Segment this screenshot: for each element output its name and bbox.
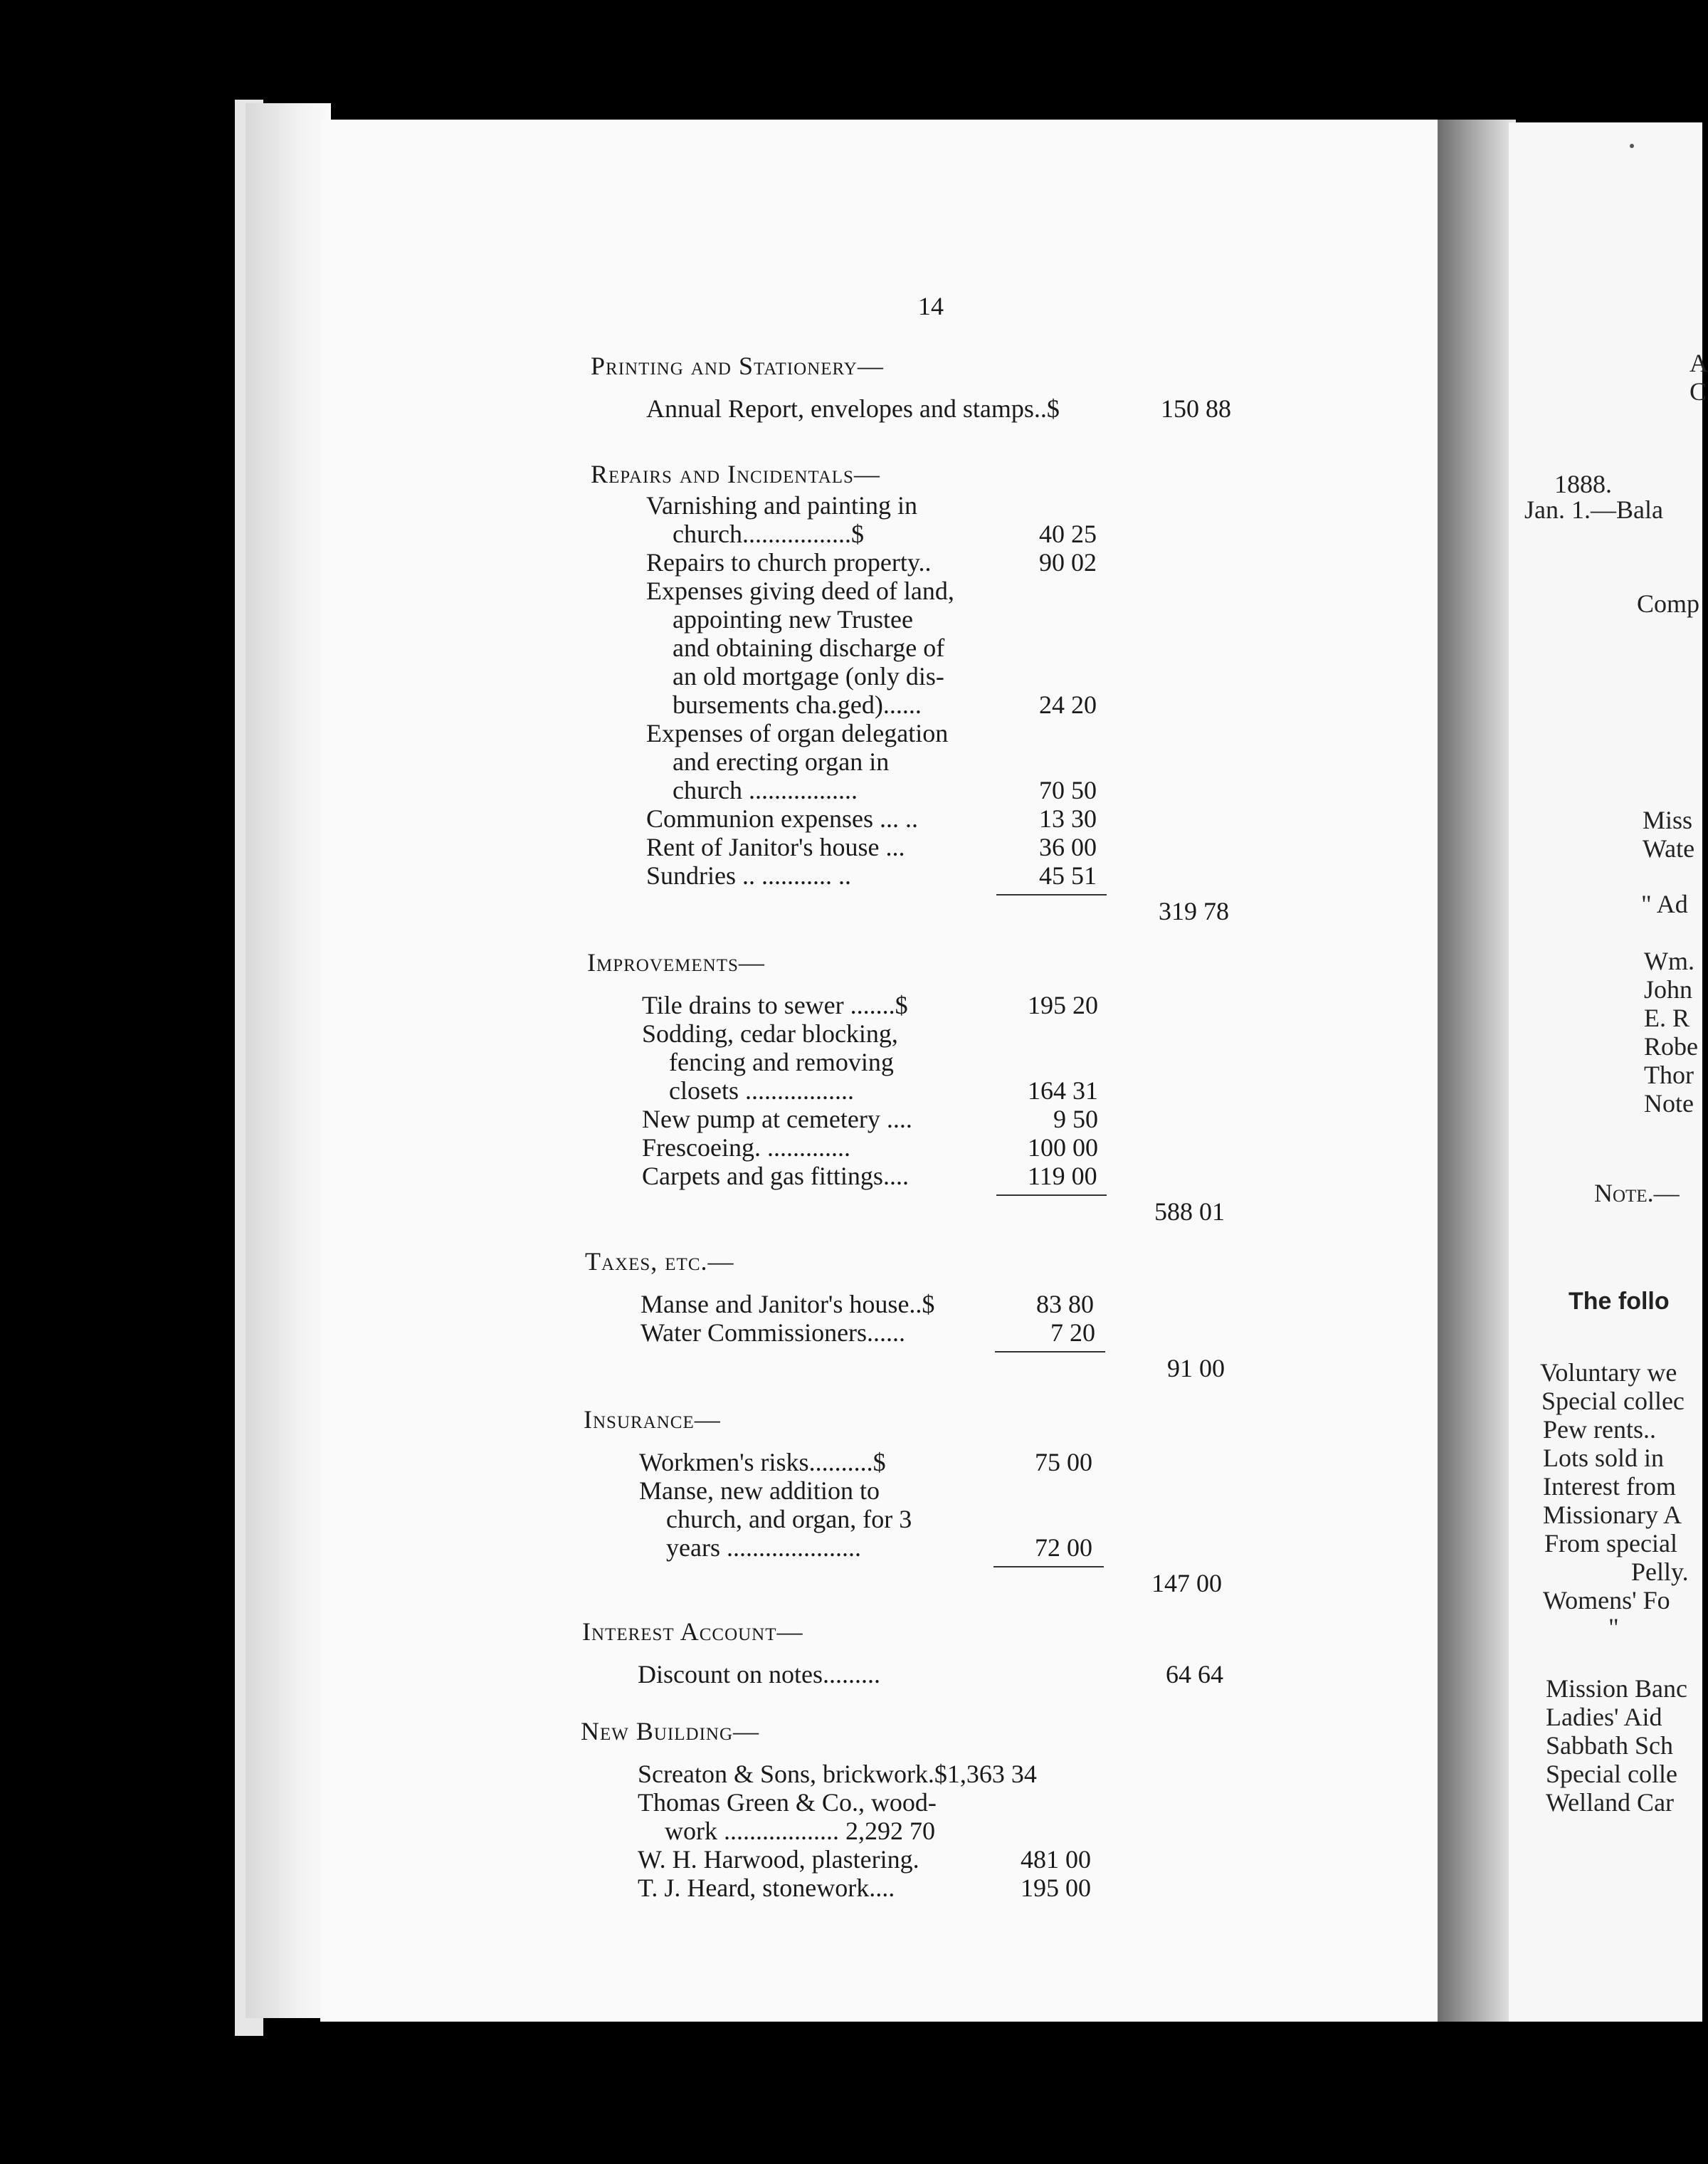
- new-building-line: Thomas Green & Co., wood-: [638, 1788, 937, 1817]
- improvements-total: 588 01: [1154, 1197, 1225, 1226]
- interest-amount: 64 64: [1166, 1660, 1223, 1688]
- item-annual-report: Annual Report, envelopes and stamps..$: [646, 394, 1060, 423]
- new-building-line: T. J. Heard, stonework....: [638, 1874, 895, 1902]
- improvements-amount: 164 31: [1028, 1076, 1098, 1105]
- right-fragment: John: [1644, 975, 1693, 1004]
- right-fragment: Womens' Fo: [1543, 1586, 1670, 1614]
- repairs-line: Expenses giving deed of land,: [646, 577, 954, 605]
- right-fragment: Ladies' Aid: [1546, 1703, 1662, 1731]
- new-building-amount: 195 00: [1021, 1874, 1091, 1902]
- right-fragment: Special colle: [1546, 1760, 1677, 1788]
- repairs-line: Sundries .. ........... ..: [646, 861, 851, 890]
- subtotal-rule: [996, 1194, 1107, 1196]
- repairs-line: Rent of Janitor's house ...: [646, 833, 905, 861]
- repairs-line: and obtaining discharge of: [673, 634, 945, 662]
- section-heading-interest: Interest Account—: [582, 1617, 803, 1646]
- insurance-line: years .....................: [666, 1533, 861, 1562]
- improvements-line: New pump at cemetery ....: [642, 1105, 912, 1133]
- right-fragment: A: [1689, 349, 1708, 377]
- book-gutter: [1438, 120, 1516, 2022]
- repairs-line: appointing new Trustee: [673, 605, 913, 634]
- new-building-line: W. H. Harwood, plastering.: [638, 1845, 919, 1874]
- repairs-amount: 24 20: [1039, 690, 1097, 719]
- repairs-line: Varnishing and painting in: [646, 491, 917, 520]
- repairs-line: bursements cha.ged)......: [673, 690, 922, 719]
- taxes-line: Water Commissioners......: [640, 1318, 906, 1347]
- right-fragment: Pew rents..: [1543, 1415, 1656, 1444]
- interest-line: Discount on notes.........: [638, 1660, 880, 1688]
- right-fragment: Wate: [1643, 834, 1695, 863]
- left-page: [320, 120, 1445, 2022]
- right-fragment: Comp: [1637, 589, 1700, 618]
- right-fragment: E. R: [1644, 1004, 1690, 1032]
- section-heading-new-building: New Building—: [581, 1717, 760, 1745]
- improvements-line: closets .................: [669, 1076, 854, 1105]
- right-fragment: Pelly.: [1631, 1558, 1689, 1586]
- improvements-amount: 9 50: [1053, 1105, 1098, 1133]
- right-fragment: Thor: [1644, 1061, 1694, 1089]
- repairs-total: 319 78: [1159, 897, 1229, 925]
- subtotal-rule: [996, 894, 1107, 895]
- right-fragment: Jan. 1.—Bala: [1524, 495, 1663, 524]
- page-stack-edge: [246, 103, 331, 2018]
- right-fragment: Mission Banc: [1546, 1674, 1688, 1703]
- right-fragment: Note: [1644, 1089, 1694, 1118]
- insurance-total: 147 00: [1151, 1569, 1222, 1597]
- improvements-line: fencing and removing: [669, 1048, 894, 1076]
- section-heading-insurance: Insurance—: [584, 1405, 721, 1434]
- page-number: 14: [918, 292, 944, 320]
- right-fragment: Wm.: [1644, 947, 1694, 975]
- repairs-amount: 36 00: [1039, 833, 1097, 861]
- improvements-line: Tile drains to sewer .......$: [642, 991, 908, 1019]
- new-building-line: work .................. 2,292 70: [665, 1817, 935, 1845]
- insurance-line: Manse, new addition to: [639, 1476, 880, 1505]
- improvements-amount: 100 00: [1028, 1133, 1098, 1162]
- improvements-line: Carpets and gas fittings....: [642, 1162, 909, 1190]
- repairs-line: Communion expenses ... ..: [646, 804, 918, 833]
- improvements-line: Frescoeing. .............: [642, 1133, 850, 1162]
- right-fragment: C: [1689, 377, 1707, 406]
- right-fragment: Lots sold in: [1543, 1444, 1665, 1472]
- taxes-total: 91 00: [1167, 1354, 1225, 1382]
- improvements-amount: 195 20: [1028, 991, 1098, 1019]
- amount-printing: 150 88: [1161, 394, 1231, 423]
- right-fragment: " Ad: [1641, 890, 1688, 918]
- repairs-amount: 45 51: [1039, 861, 1097, 890]
- right-fragment: ": [1608, 1613, 1619, 1642]
- section-heading-taxes: Taxes, etc.—: [585, 1247, 734, 1276]
- improvements-amount: 119 00: [1028, 1162, 1097, 1190]
- insurance-amount: 72 00: [1035, 1533, 1092, 1562]
- repairs-amount: 40 25: [1039, 520, 1097, 548]
- right-fragment: Robe: [1644, 1032, 1698, 1061]
- repairs-line: church.................$: [673, 520, 864, 548]
- right-fragment: From special: [1544, 1529, 1677, 1558]
- new-building-line: Screaton & Sons, brickwork.$1,363 34: [638, 1760, 1037, 1788]
- repairs-line: an old mortgage (only dis-: [673, 662, 944, 690]
- ink-speck: [1630, 144, 1634, 148]
- subtotal-rule: [995, 1351, 1105, 1352]
- taxes-amount: 7 20: [1050, 1318, 1095, 1347]
- repairs-line: and erecting organ in: [673, 747, 890, 776]
- insurance-amount: 75 00: [1035, 1448, 1092, 1476]
- right-fragment: Note.—: [1594, 1179, 1680, 1207]
- subtotal-rule: [993, 1566, 1104, 1567]
- right-fragment: Miss: [1643, 806, 1693, 834]
- repairs-amount: 13 30: [1039, 804, 1097, 833]
- right-page: [1509, 122, 1708, 2022]
- repairs-line: Repairs to church property..: [646, 548, 932, 577]
- right-fragment: Sabbath Sch: [1546, 1731, 1673, 1760]
- right-fragment: The follo: [1569, 1288, 1670, 1315]
- repairs-line: church .................: [673, 776, 858, 804]
- right-fragment: Missionary A: [1543, 1501, 1682, 1529]
- section-heading-printing: Printing and Stationery—: [591, 352, 884, 380]
- repairs-amount: 90 02: [1039, 548, 1097, 577]
- insurance-line: church, and organ, for 3: [666, 1505, 912, 1533]
- new-building-amount: 481 00: [1021, 1845, 1091, 1874]
- improvements-line: Sodding, cedar blocking,: [642, 1019, 898, 1048]
- section-heading-improvements: Improvements—: [587, 948, 765, 977]
- right-fragment: Special collec: [1541, 1387, 1685, 1415]
- right-fragment: Interest from: [1543, 1472, 1676, 1501]
- right-fragment: Welland Car: [1546, 1788, 1675, 1817]
- repairs-amount: 70 50: [1039, 776, 1097, 804]
- repairs-line: Expenses of organ delegation: [646, 719, 949, 747]
- right-fragment: 1888.: [1554, 470, 1612, 498]
- taxes-line: Manse and Janitor's house..$: [640, 1290, 935, 1318]
- taxes-amount: 83 80: [1036, 1290, 1094, 1318]
- insurance-line: Workmen's risks..........$: [639, 1448, 886, 1476]
- right-fragment: Voluntary we: [1540, 1358, 1677, 1387]
- section-heading-repairs: Repairs and Incidentals—: [591, 460, 880, 488]
